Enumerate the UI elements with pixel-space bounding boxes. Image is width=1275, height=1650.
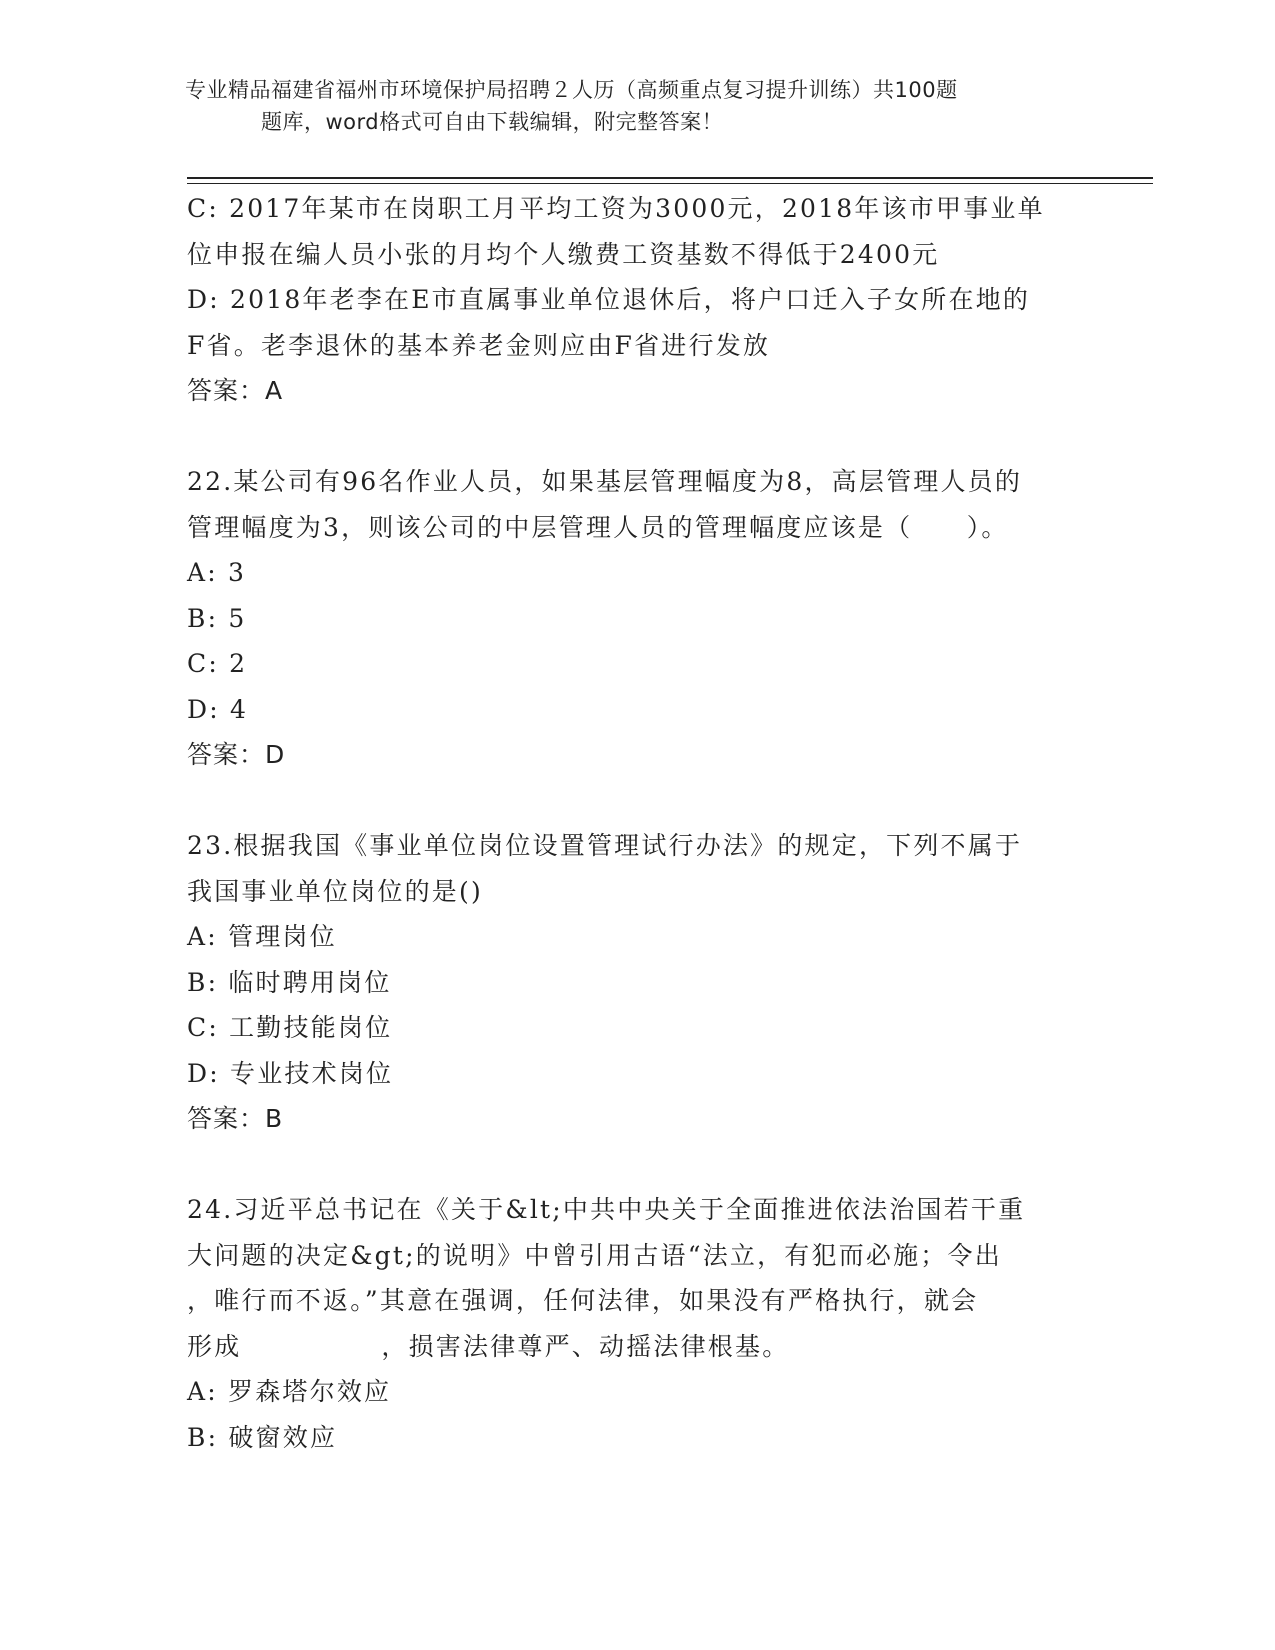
- question-21-tail: [187, 186, 1087, 414]
- question-stem-line-1: 23.根据我国《事业单位岗位设置管理试行办法》的规定，下列不属于: [187, 831, 1023, 860]
- stem-text-before-blank: 形成: [187, 1331, 242, 1361]
- option-c-line-1: C: 2017年某市在岗职工月平均工资为3000元，2018年该市甲事业单: [187, 194, 1045, 223]
- option-d: D: 专业技术岗位: [187, 1058, 394, 1088]
- option-c: C: 工勤技能岗位: [187, 1013, 393, 1042]
- header-rule-thick: [187, 177, 1153, 179]
- answer-label: 答案：B: [187, 1104, 284, 1133]
- question-stem-line-2: 大问题的决定&gt;的说明》中曾引用古语“法立，有犯而必施；令出: [187, 1240, 1002, 1270]
- spacer: [187, 414, 1087, 460]
- answer-label: 答案：A: [187, 376, 284, 405]
- spacer: [187, 778, 1087, 824]
- option-a: A: 管理岗位: [187, 922, 337, 951]
- option-d: D: 4: [187, 694, 249, 724]
- option-a: A: 3: [187, 558, 247, 587]
- stem-text-after-blank: ，损害法律尊严、动摇法律根基。: [381, 1331, 790, 1361]
- option-d-line-1: D: 2018年老李在E市直属事业单位退休后，将户口迁入子女所在地的: [187, 285, 1031, 314]
- question-stem-line-1: 22.某公司有96名作业人员，如果基层管理幅度为8，高层管理人员的: [187, 467, 1023, 496]
- question-stem-line-3: ，唯行而不返。”其意在强调，任何法律，如果没有严格执行，就会: [187, 1286, 979, 1315]
- option-d-line-2: F省。老李退休的基本养老金则应由F省进行发放: [187, 330, 771, 360]
- option-b: B: 破窗效应: [187, 1422, 338, 1452]
- header-title-line-2: 题库，word格式可自由下载编辑，附完整答案！: [261, 110, 724, 134]
- option-c: C: 2: [187, 649, 248, 678]
- answer-label: 答案：D: [187, 740, 286, 769]
- option-b: B: 5: [187, 603, 247, 633]
- header-title-line-1: 专业精品福建省福州市环境保护局招聘２人历（高频重点复习提升训练）共100题: [185, 78, 958, 102]
- question-stem-line-2: 管理幅度为3，则该公司的中层管理人员的管理幅度应该是（ ）。: [187, 512, 1009, 542]
- question-stem-line-1: 24.习近平总书记在《关于&lt;中共中央关于全面推进依法治国若干重: [187, 1195, 1026, 1224]
- spacer: [187, 1142, 1087, 1188]
- question-23: [187, 823, 1087, 1142]
- option-b: B: 临时聘用岗位: [187, 967, 392, 997]
- header-rule-thin: [187, 183, 1153, 184]
- question-stem-line-2: 我国事业单位岗位的是(): [187, 876, 483, 906]
- document-body: [187, 186, 1087, 1460]
- question-24: [187, 1187, 1087, 1460]
- document-header: [185, 74, 1085, 138]
- option-c-line-2: 位申报在编人员小张的月均个人缴费工资基数不得低于2400元: [187, 239, 940, 269]
- question-22: [187, 459, 1087, 778]
- option-a: A: 罗森塔尔效应: [187, 1377, 392, 1406]
- question-stem-line-4: [187, 1324, 1087, 1370]
